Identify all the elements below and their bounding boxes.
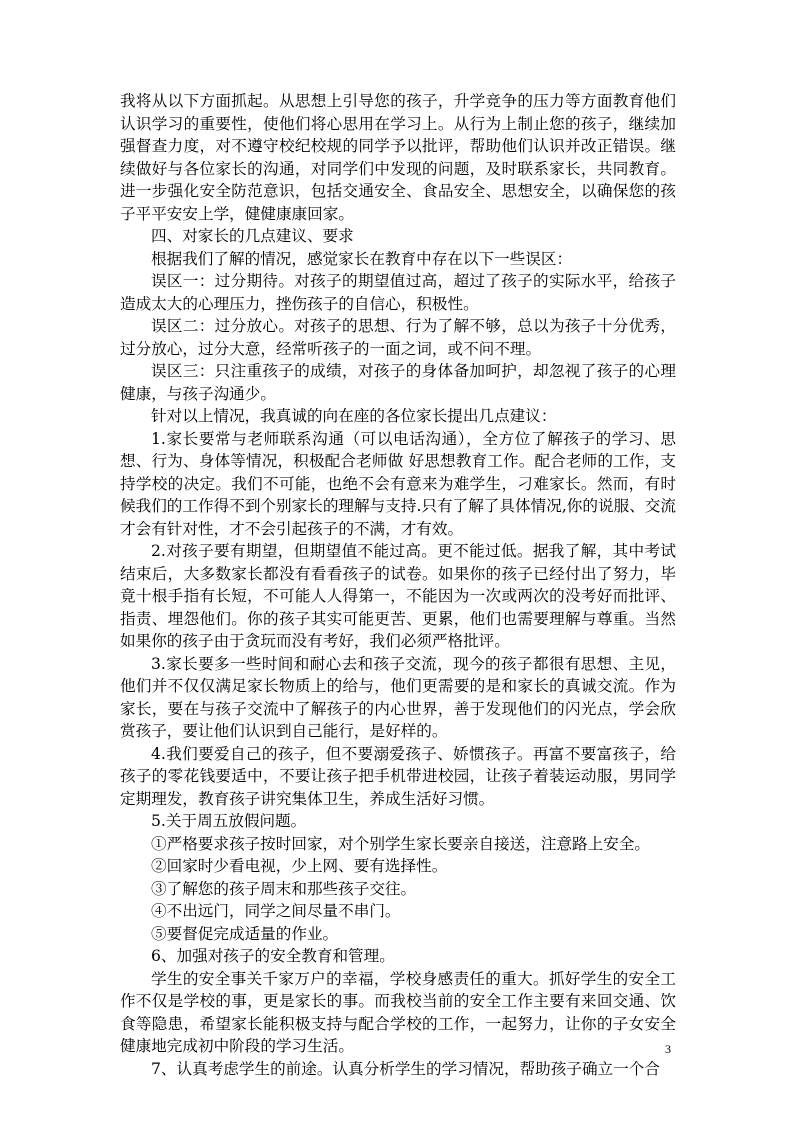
paragraph-intro: 我将从以下方面抓起。从思想上引导您的孩子，升学竞争的压力等方面教育他们认识学习的重要性，使他们将心思用在学习上。从行为上制止您的孩子，继续加强督查力度，对不遵守校纪校规的同学予以批评，帮助他们认识并改正错误。继续做好与各位家长的沟通，对同学们中发现的问题，及时联系家长，共同教育。 进一步强化安全防范意识，包括交通安全、食品安全、思想安全，以确保您的孩子平平安安上学，健健康康回家。 <box>120 92 676 223</box>
suggestion-4: 4.我们要爱自己的孩子，但不要溺爱孩子、娇惯孩子。再富不要富孩子，给孩子的零花钱要适中，不要让孩子把手机带进校园，让孩子着装运动服，男同学定期理发，教育孩子讲究集体卫生，养成生活好习惯。 <box>120 744 676 808</box>
paragraph: 针对以上情况，我真诚的向在座的各位家长提出几点建议： <box>151 407 557 425</box>
section-heading-4: 四、对家长的几点建议、要求 <box>151 227 354 245</box>
suggestion-1: 1.家长要常与老师联系沟通（可以电话沟通），全方位了解孩子的学习、思想、行为、身体等情况，积极配合老师做 好思想教育工作。配合老师的工作，支持学校的决定。我们不可能，也绝不会有意来为难学生，刁难家长。然而，有时候我们的工作得不到个别家长的理解与支持.只有了解了具体情况,你的说服、交流才会有针对性，才不会引起孩子的不满，才有效。 <box>120 429 676 538</box>
paragraph: 根据我们了解的情况，感觉家长在教育中存在以下一些误区： <box>151 249 573 268</box>
misconception-1: 误区一：过分期待。对孩子的期望值过高，超过了孩子的实际水平，给孩子造成太大的心理压力，挫伤孩子的自信心，积极性。 <box>120 272 676 313</box>
list-item: ②回家时少看电视，少上网、要有选择性。 <box>151 857 448 875</box>
list-item: ⑤要督促完成适量的作业。 <box>151 924 339 943</box>
misconception-3: 误区三：只注重孩子的成绩，对孩子的身体备加呵护，却忽视了孩子的心理健康，与孩子沟通少。 <box>120 362 676 403</box>
body-text <box>120 90 676 1080</box>
suggestion-2: 2.对孩子要有期望，但期望值不能过高。更不能过低。据我了解，其中考试结束后，大多数家长都没有看看孩子的试卷。如果你的孩子已经付出了努力，毕竟十根手指有长短，不可能人人得第一，不能因为一次或两次的没考好而批评、指责、埋怨他们。你的孩子其实可能更苦、更累，他们也需要理解与尊重。当然如果你的孩子由于贪玩而没有考好，我们必须严格批评。 <box>120 542 676 650</box>
suggestion-6: 6、加强对孩子的安全教育和管理。 <box>151 947 395 965</box>
suggestion-7: 7、认真考虑学生的前途。认真分析学生的学习情况，帮助孩子确立一个合 <box>151 1059 660 1078</box>
list-item: ③了解您的孩子周末和那些孩子交往。 <box>151 879 417 898</box>
list-item: ④不出远门，同学之间尽量不串门。 <box>151 902 401 920</box>
page-number: 3 <box>665 1042 671 1056</box>
suggestion-3: 3.家长要多一些时间和耐心去和孩子交流，现今的孩子都很有思想、主见，他们并不仅仅满足家长物质上的给与，他们更需要的是和家长的真诚交流。作为家长，要在与孩子交流中了解孩子的内心世界，善于发现他们的闪光点，学会欣赏孩子，要让他们认识到自己能行，是好样的。 <box>120 654 676 740</box>
suggestion-5: 5.关于周五放假问题。 <box>151 812 307 830</box>
paragraph: 学生的安全事关千家万户的幸福，学校身感责任的重大。抓好学生的安全工作不仅是学校的事，更是家长的事。而我校当前的安全工作主要有来回交通、饮食等隐患，希望家长能积极支持与配合学校的工作，一起努力，让你的子女安全健康地完成初中阶段的学习生活。 <box>120 969 676 1055</box>
misconception-2: 误区二：过分放心。对孩子的思想、行为了解不够，总以为孩子十分优秀，过分放心，过分大意，经常听孩子的一面之词，或不问不理。 <box>120 317 676 358</box>
list-item: ①严格要求孩子按时回家，对个别学生家长要亲自接送，注意路上安全。 <box>151 834 651 853</box>
